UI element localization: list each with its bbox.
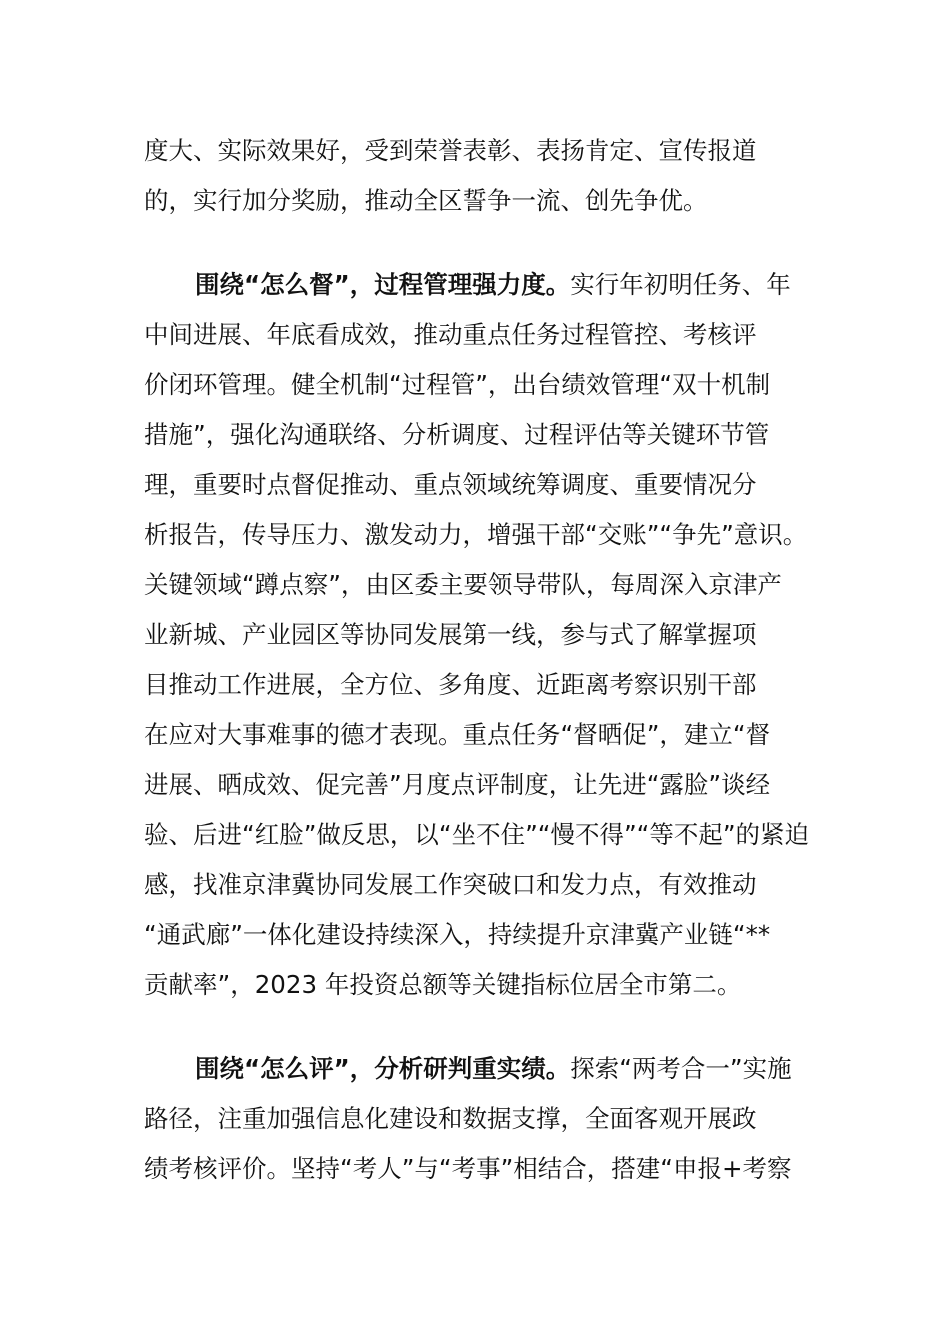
paragraph-line: 验、后进“红脸”做反思，以“坐不住”“慢不得”“等不起”的紧迫 (144, 820, 810, 849)
paragraph-line: 路径，注重加强信息化建设和数据支撑，全面客观开展政 (144, 1104, 757, 1133)
paragraph-heading: 围绕“怎么督”，过程管理强力度。 (195, 270, 571, 299)
paragraph-line: 析报告，传导压力、激发动力，增强干部“交账”“争先”意识。 (144, 520, 808, 549)
paragraph-first-line (195, 1044, 792, 1094)
paragraph-line: 理，重要时点督促推动、重点领域统筹调度、重要情况分 (144, 470, 757, 499)
paragraph-line: 度大、实际效果好，受到荣誉表彰、表扬肯定、宣传报道 (144, 136, 757, 165)
paragraph-line: 绩考核评价。坚持“考人”与“考事”相结合，搭建“申报+考察 (144, 1154, 792, 1183)
paragraph-line: “通武廊”一体化建设持续深入，持续提升京津冀产业链“** (144, 920, 771, 949)
paragraph-text: 实行年初明任务、年 (570, 270, 791, 299)
paragraph-line: 价闭环管理。健全机制“过程管”，出台绩效管理“双十机制 (144, 370, 771, 399)
paragraph-heading: 围绕“怎么评”，分析研判重实绩。 (195, 1054, 571, 1083)
paragraph-text: 探索“两考合一”实施 (570, 1054, 792, 1083)
paragraph-line: 措施”，强化沟通联络、分析调度、过程评估等关键环节管 (144, 420, 770, 449)
paragraph-first-line (195, 260, 791, 310)
paragraph-line: 在应对大事难事的德才表现。重点任务“督晒促”，建立“督 (144, 720, 771, 749)
paragraph-line: 感，找准京津冀协同发展工作突破口和发力点，有效推动 (144, 870, 757, 899)
paragraph-line: 进展、晒成效、促完善”月度点评制度，让先进“露脸”谈经 (144, 770, 771, 799)
paragraph-line: 贡献率”，2023 年投资总额等关键指标位居全市第二。 (144, 970, 742, 999)
paragraph-line: 中间进展、年底看成效，推动重点任务过程管控、考核评 (144, 320, 757, 349)
paragraph-line: 业新城、产业园区等协同发展第一线，参与式了解掌握项 (144, 620, 757, 649)
paragraph-line: 关键领域“蹲点察”，由区委主要领导带队，每周深入京津产 (144, 570, 782, 599)
paragraph-line: 的，实行加分奖励，推动全区誓争一流、创先争优。 (144, 186, 708, 215)
paragraph-line: 目推动工作进展，全方位、多角度、近距离考察识别干部 (144, 670, 757, 699)
